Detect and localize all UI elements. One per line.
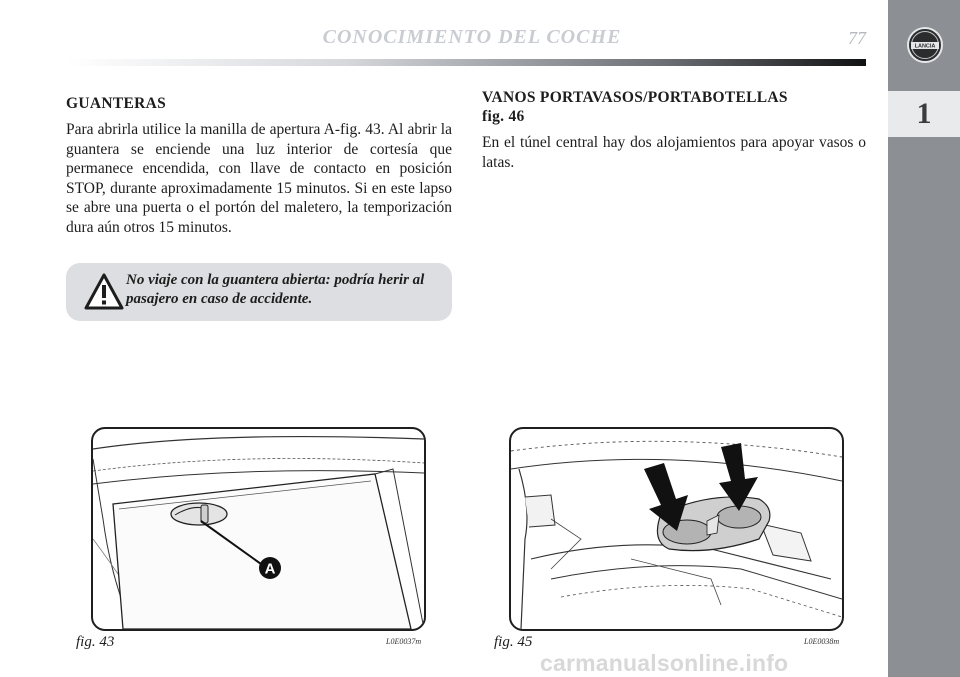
figure-43-caption: fig. 43 bbox=[76, 634, 115, 650]
section-heading-guanteras: GUANTERAS bbox=[66, 95, 167, 112]
figure-45-code: L0E0038m bbox=[804, 637, 840, 646]
guanteras-paragraph: Para abrirla utilice la manilla de apertura A-fig. 43. Al abrir la guantera se enciende una luz interior de cortesía que permanece encendida, con llave de contacto en posición STOP, durante aproximadamente 15 minutos. Si en este lapso se abre una puerta o el portón del maletero, la temporización dura aún otros 15 minutos. bbox=[66, 121, 452, 236]
portavasos-paragraph: En el túnel central hay dos alojamientos para apoyar vasos o latas. bbox=[482, 134, 866, 171]
section-heading-fig-ref: fig. 46 bbox=[482, 108, 525, 125]
warning-text: No viaje con la guantera abierta: podría herir al pasajero en caso de accidente. bbox=[126, 272, 425, 307]
figure-glovebox bbox=[91, 427, 426, 631]
chapter-tab-active[interactable] bbox=[888, 91, 960, 137]
lancia-logo-icon bbox=[906, 26, 944, 64]
warning-triangle-icon bbox=[84, 273, 124, 311]
logo-text: LANCIA bbox=[914, 43, 936, 50]
header-rule bbox=[66, 59, 866, 66]
figure-45-caption: fig. 45 bbox=[494, 634, 533, 650]
cupholder-illustration bbox=[511, 429, 842, 629]
callout-a: A bbox=[264, 560, 276, 578]
right-column bbox=[482, 88, 866, 172]
watermark: carmanualsonline.info bbox=[540, 650, 789, 676]
warning-box bbox=[66, 263, 452, 321]
page-number: 77 bbox=[848, 28, 866, 48]
section-heading-portavasos: VANOS PORTAVASOS/PORTABOTELLAS bbox=[482, 89, 788, 106]
left-column bbox=[66, 94, 452, 237]
figure-cupholders bbox=[509, 427, 844, 631]
chapter-number: 1 bbox=[916, 97, 932, 130]
running-header-title: CONOCIMIENTO DEL COCHE bbox=[322, 26, 622, 48]
chapter-side-tab bbox=[888, 0, 960, 677]
glovebox-illustration bbox=[93, 429, 424, 629]
figure-43-code: L0E0037m bbox=[386, 637, 422, 646]
